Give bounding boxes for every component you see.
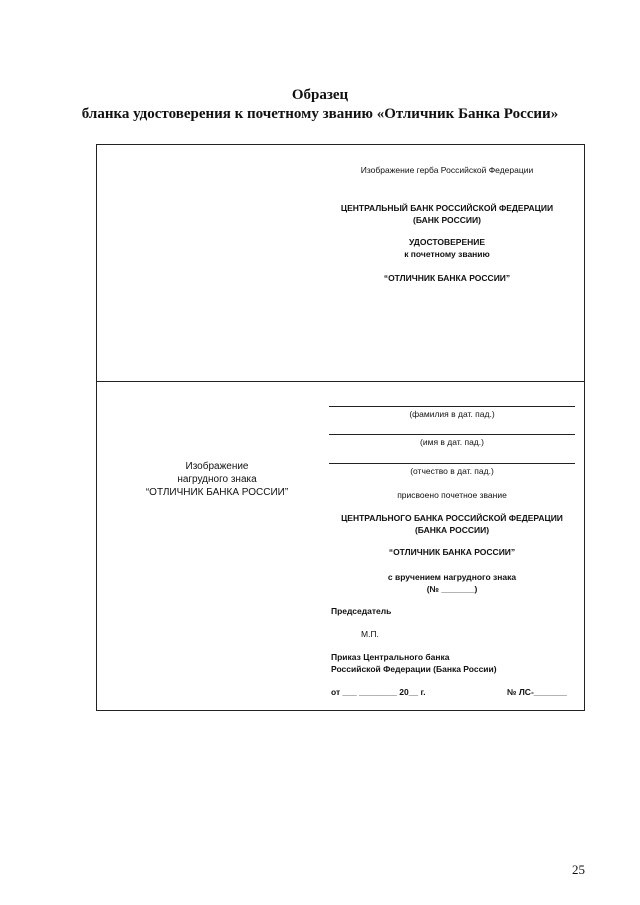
badge-number-field[interactable]: (№ _______) [426, 584, 478, 594]
inner-bank-short: (БАНКА РОССИИ) [414, 525, 490, 535]
patronymic-field[interactable] [329, 463, 575, 464]
badge-line-2: нагрудного знака [177, 474, 257, 485]
page-number: 25 [572, 862, 585, 877]
chairman-label: Председатель [331, 606, 392, 616]
awarded-text: присвоено почетное звание [397, 490, 507, 500]
coat-of-arms-placeholder: Изображение герба Российской Федерации [360, 165, 534, 175]
order-number-field[interactable]: № ЛС-_______ [507, 687, 567, 697]
badge-line-1: Изображение [185, 461, 249, 472]
surname-field[interactable] [329, 406, 575, 407]
cover-title-name: “ОТЛИЧНИК БАНКА РОССИИ” [383, 273, 511, 283]
fold-divider [97, 381, 584, 382]
name-field[interactable] [329, 434, 575, 435]
patronymic-caption: (отчество в дат. пад.) [410, 466, 494, 476]
order-date-field[interactable]: от ___ ________ 20__ г. [331, 687, 426, 697]
order-line-1: Приказ Центрального банка [331, 652, 450, 662]
badge-award-text: с вручением нагрудного знака [387, 572, 517, 582]
badge-image-placeholder [117, 460, 317, 499]
order-line-2: Российской Федерации (Банка России) [331, 664, 497, 674]
badge-line-3: “ОТЛИЧНИК БАНКА РОССИИ” [145, 487, 289, 498]
cover-doc-type: УДОСТОВЕРЕНИЕ [408, 237, 486, 247]
cover-doc-subtitle: к почетному званию [404, 249, 490, 259]
inner-bank-name: ЦЕНТРАЛЬНОГО БАНКА РОССИЙСКОЙ ФЕДЕРАЦИИ [341, 513, 563, 523]
name-caption: (имя в дат. пад.) [420, 437, 484, 447]
heading-sample: Образец [291, 87, 349, 103]
surname-caption: (фамилия в дат. пад.) [409, 409, 495, 419]
certificate-form [96, 144, 585, 711]
inner-title-name: “ОТЛИЧНИК БАНКА РОССИИ” [388, 547, 516, 557]
cover-bank-name: ЦЕНТРАЛЬНЫЙ БАНК РОССИЙСКОЙ ФЕДЕРАЦИИ [340, 203, 554, 213]
cover-bank-short: (БАНК РОССИИ) [413, 215, 481, 225]
seal-label: М.П. [361, 629, 379, 639]
heading-form-title: бланка удостоверения к почетному званию «Отличник Банка России» [81, 106, 559, 122]
